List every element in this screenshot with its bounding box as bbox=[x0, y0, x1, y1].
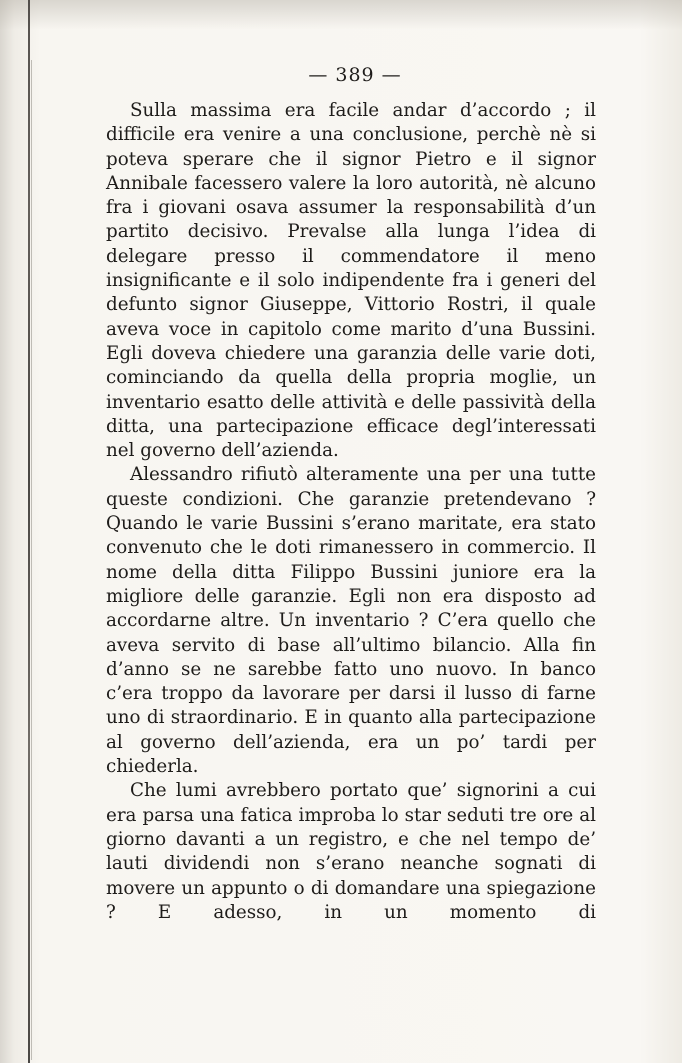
paragraph-2: Alessandro rifiutò alteramente una per una tutte queste condizioni. Che garanzie pretendevano ? Quando le varie Bussini s’erano maritate, era stato convenuto che le doti rimanessero in commercio. Il nome della ditta Filippo Bussini juniore era la migliore delle garanzie. Egli non era disposto ad accordarne altre. Un inventario ? C’era quello che aveva servito di base all’ultimo bilancio. Alla fin d’anno se ne sarebbe fatto uno nuovo. In banco c’era troppo da lavorare per darsi il lusso di farne uno di straordinario. E in quanto alla partecipazione al governo dell’azienda, era un po’ tardi per chiederla. bbox=[106, 464, 596, 778]
page-number-header: — 389 — bbox=[308, 64, 402, 86]
page-top-shadow bbox=[0, 0, 682, 30]
paragraph-1: Sulla massima era facile andar d’accordo ; il difficile era venire a una conclusione, perchè nè si poteva sperare che il signor Pietro e il signor Annibale facessero valere la loro autorità, nè alcuno fra i giovani osava assumer la responsabilità d’un partito decisivo. Prevalse alla lunga l’idea di delegare presso il commendatore il meno insignificante e il solo indipendente fra i generi del defunto signor Giuseppe, Vittorio Rostri, il quale aveva voce in capitolo come marito d’una Bussini. Egli doveva chiedere una garanzia delle varie doti, cominciando da quella della propria moglie, un inventario esatto delle attività e delle passività della ditta, una partecipazione efficace degl’interessati nel governo dell’azienda. bbox=[106, 100, 596, 462]
binding-spine-line bbox=[28, 0, 30, 1063]
binding-spine-shadow bbox=[31, 60, 32, 1060]
body-text bbox=[106, 99, 596, 925]
paragraph-3: Che lumi avrebbero portato que’ signorini a cui era parsa una fatica improba lo star seduti tre ore al giorno davanti a un registro, e che nel tempo de’ lauti dividendi non s’erano neanche sognati di movere un appunto o di domandare una spiegazione ? E adesso, in un momento di bbox=[106, 780, 596, 923]
